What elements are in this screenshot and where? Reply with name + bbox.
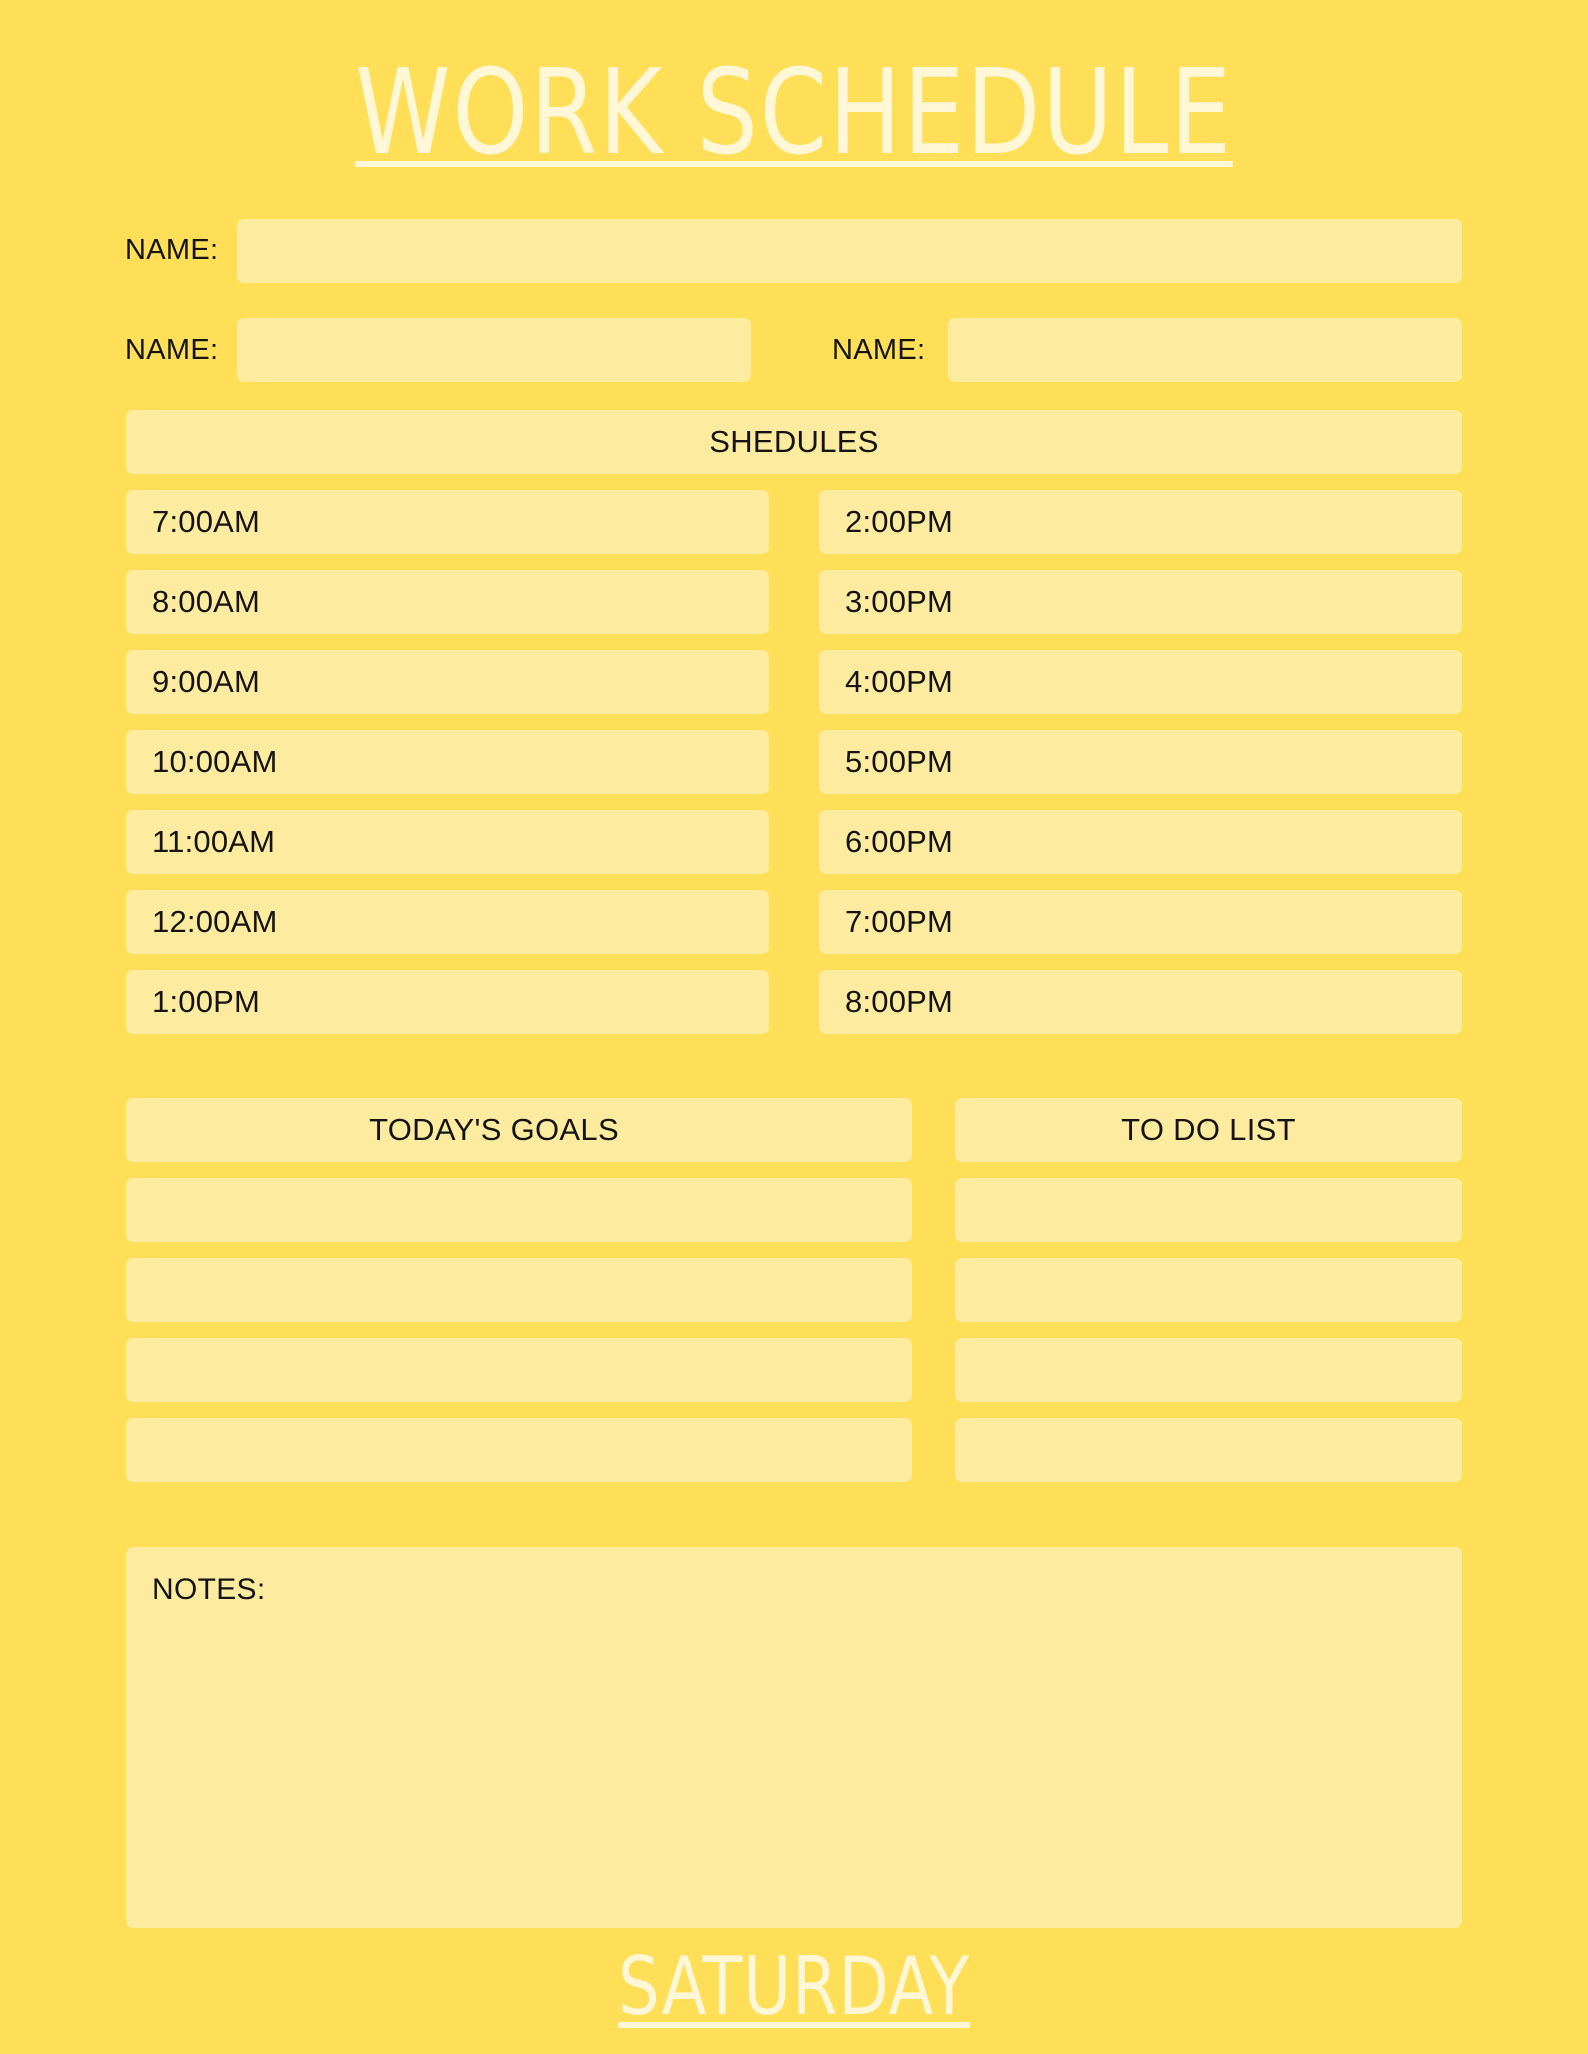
time-slot-label: 11:00AM <box>152 824 276 859</box>
time-slot-label: 2:00PM <box>845 504 954 539</box>
goals-header <box>126 1098 912 1162</box>
page-title: WORK SCHEDULE <box>355 43 1233 181</box>
goal-field[interactable] <box>126 1258 912 1322</box>
time-slot-label: 12:00AM <box>152 904 278 939</box>
time-slot-label: 7:00PM <box>845 904 954 939</box>
time-slot[interactable] <box>126 730 769 794</box>
schedules-header-label: SHEDULES <box>709 424 879 459</box>
name-field[interactable] <box>948 318 1462 382</box>
time-slot-label: 9:00AM <box>152 664 261 699</box>
time-slot[interactable] <box>126 490 769 554</box>
todo-field[interactable] <box>955 1178 1462 1242</box>
name-label: NAME: <box>832 334 926 366</box>
time-slot-label: 8:00PM <box>845 984 954 1019</box>
goal-field[interactable] <box>126 1178 912 1242</box>
time-slot-label: 3:00PM <box>845 584 954 619</box>
todo-field[interactable] <box>955 1418 1462 1482</box>
todo-field[interactable] <box>955 1338 1462 1402</box>
time-slot-label: 6:00PM <box>845 824 954 859</box>
time-slot[interactable] <box>126 970 769 1034</box>
schedules-header <box>126 410 1462 474</box>
time-slot-label: 1:00PM <box>152 984 261 1019</box>
time-slot-label: 8:00AM <box>152 584 261 619</box>
time-slot[interactable] <box>819 970 1462 1034</box>
time-slot[interactable] <box>819 730 1462 794</box>
time-slot-label: 4:00PM <box>845 664 954 699</box>
goals-header-label: TODAY'S GOALS <box>369 1112 619 1147</box>
time-slot[interactable] <box>126 570 769 634</box>
time-slot[interactable] <box>126 810 769 874</box>
name-label: NAME: <box>125 234 219 266</box>
name-field[interactable] <box>237 318 751 382</box>
time-slot[interactable] <box>126 890 769 954</box>
time-slot[interactable] <box>819 490 1462 554</box>
time-slot-label: 10:00AM <box>152 744 278 779</box>
name-field[interactable] <box>237 219 1462 283</box>
todo-header-label: TO DO LIST <box>1121 1112 1296 1147</box>
goal-field[interactable] <box>126 1338 912 1402</box>
time-slot[interactable] <box>126 650 769 714</box>
goal-field[interactable] <box>126 1418 912 1482</box>
time-slot-label: 7:00AM <box>152 504 261 539</box>
todo-field[interactable] <box>955 1258 1462 1322</box>
time-slot[interactable] <box>819 890 1462 954</box>
notes-label: NOTES: <box>152 1573 266 1606</box>
time-slot-label: 5:00PM <box>845 744 954 779</box>
todo-header <box>955 1098 1462 1162</box>
name-label: NAME: <box>125 334 219 366</box>
time-slot[interactable] <box>819 810 1462 874</box>
time-slot[interactable] <box>819 570 1462 634</box>
time-slot[interactable] <box>819 650 1462 714</box>
day-title: SATURDAY <box>617 1940 971 2033</box>
notes-area[interactable] <box>126 1547 1462 1928</box>
